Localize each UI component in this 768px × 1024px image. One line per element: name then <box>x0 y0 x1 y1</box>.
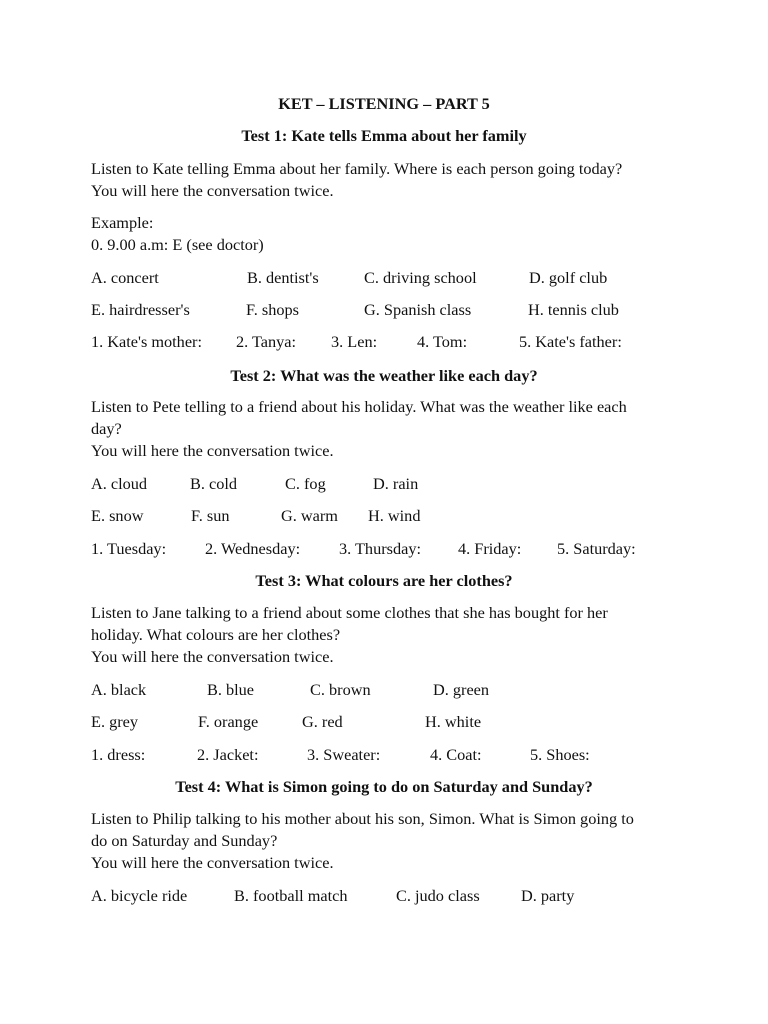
instruction-line: You will here the conversation twice. <box>91 647 334 666</box>
option: B. dentist's <box>247 268 319 287</box>
option: E. snow <box>91 506 144 525</box>
instruction-line: do on Saturday and Sunday? <box>91 831 278 850</box>
option: A. cloud <box>91 474 148 493</box>
test-3-options-row-2 <box>0 711 768 733</box>
document-title: KET – LISTENING – PART 5 <box>278 94 490 113</box>
question: 4. Tom: <box>417 332 468 351</box>
option: C. fog <box>285 474 326 493</box>
option: C. driving school <box>364 268 477 287</box>
option: A. black <box>91 680 147 699</box>
test-2-instructions <box>91 396 691 462</box>
question: 2. Jacket: <box>197 745 259 764</box>
test-2-options-row-2 <box>0 505 768 527</box>
option: B. blue <box>207 680 255 699</box>
example-label: Example: <box>91 213 154 232</box>
option: D. golf club <box>529 268 608 287</box>
test-3-instructions <box>91 602 691 668</box>
option: D. rain <box>373 474 419 493</box>
option: D. party <box>521 886 575 905</box>
example-text: 0. 9.00 a.m: E (see doctor) <box>91 235 264 254</box>
instruction-line: You will here the conversation twice. <box>91 441 334 460</box>
option: C. brown <box>310 680 371 699</box>
question: 3. Len: <box>331 332 378 351</box>
option: H. wind <box>368 506 421 525</box>
option: H. white <box>425 712 482 731</box>
test-2-heading: Test 2: What was the weather like each day? <box>230 366 538 385</box>
option: A. concert <box>91 268 159 287</box>
test-1-instructions <box>91 158 691 202</box>
question: 5. Kate's father: <box>519 332 622 351</box>
option: G. red <box>302 712 343 731</box>
option: C. judo class <box>396 886 480 905</box>
option: G. Spanish class <box>364 300 472 319</box>
instruction-line: day? <box>91 419 122 438</box>
option: E. hairdresser's <box>91 300 190 319</box>
question: 2. Tanya: <box>236 332 297 351</box>
test-1-example <box>91 212 691 256</box>
option: B. cold <box>190 474 238 493</box>
instruction-line: Listen to Kate telling Emma about her family. Where is each person going today? <box>91 159 623 178</box>
test-2-questions <box>0 538 768 560</box>
question: 4. Coat: <box>430 745 482 764</box>
test-1-options-row-2 <box>0 299 768 321</box>
option: E. grey <box>91 712 139 731</box>
test-1-heading: Test 1: Kate tells Emma about her family <box>241 126 527 145</box>
option: A. bicycle ride <box>91 886 188 905</box>
instruction-line: You will here the conversation twice. <box>91 853 334 872</box>
test-4-options-row-1 <box>0 885 768 907</box>
test-1-options-row-1 <box>0 267 768 289</box>
question: 5. Shoes: <box>530 745 590 764</box>
instruction-line: holiday. What colours are her clothes? <box>91 625 341 644</box>
question: 1. Kate's mother: <box>91 332 202 351</box>
option: B. football match <box>234 886 348 905</box>
test-3-heading: Test 3: What colours are her clothes? <box>255 571 513 590</box>
option: H. tennis club <box>528 300 619 319</box>
test-4-heading: Test 4: What is Simon going to do on Saturday and Sunday? <box>175 777 593 796</box>
question: 5. Saturday: <box>557 539 636 558</box>
test-2-options-row-1 <box>0 473 768 495</box>
option: F. shops <box>246 300 299 319</box>
test-1-questions <box>0 331 768 353</box>
instruction-line: You will here the conversation twice. <box>91 181 334 200</box>
option: G. warm <box>281 506 338 525</box>
option: F. sun <box>191 506 230 525</box>
question: 1. Tuesday: <box>91 539 167 558</box>
test-3-options-row-1 <box>0 679 768 701</box>
question: 4. Friday: <box>458 539 522 558</box>
instruction-line: Listen to Jane talking to a friend about some clothes that she has bought for her <box>91 603 608 622</box>
instruction-line: Listen to Pete telling to a friend about his holiday. What was the weather like each <box>91 397 627 416</box>
option: D. green <box>433 680 490 699</box>
question: 3. Thursday: <box>339 539 422 558</box>
question: 1. dress: <box>91 745 146 764</box>
test-3-questions <box>0 744 768 766</box>
instruction-line: Listen to Philip talking to his mother about his son, Simon. What is Simon going to <box>91 809 634 828</box>
question: 2. Wednesday: <box>205 539 301 558</box>
test-4-instructions <box>91 808 691 874</box>
question: 3. Sweater: <box>307 745 381 764</box>
option: F. orange <box>198 712 259 731</box>
